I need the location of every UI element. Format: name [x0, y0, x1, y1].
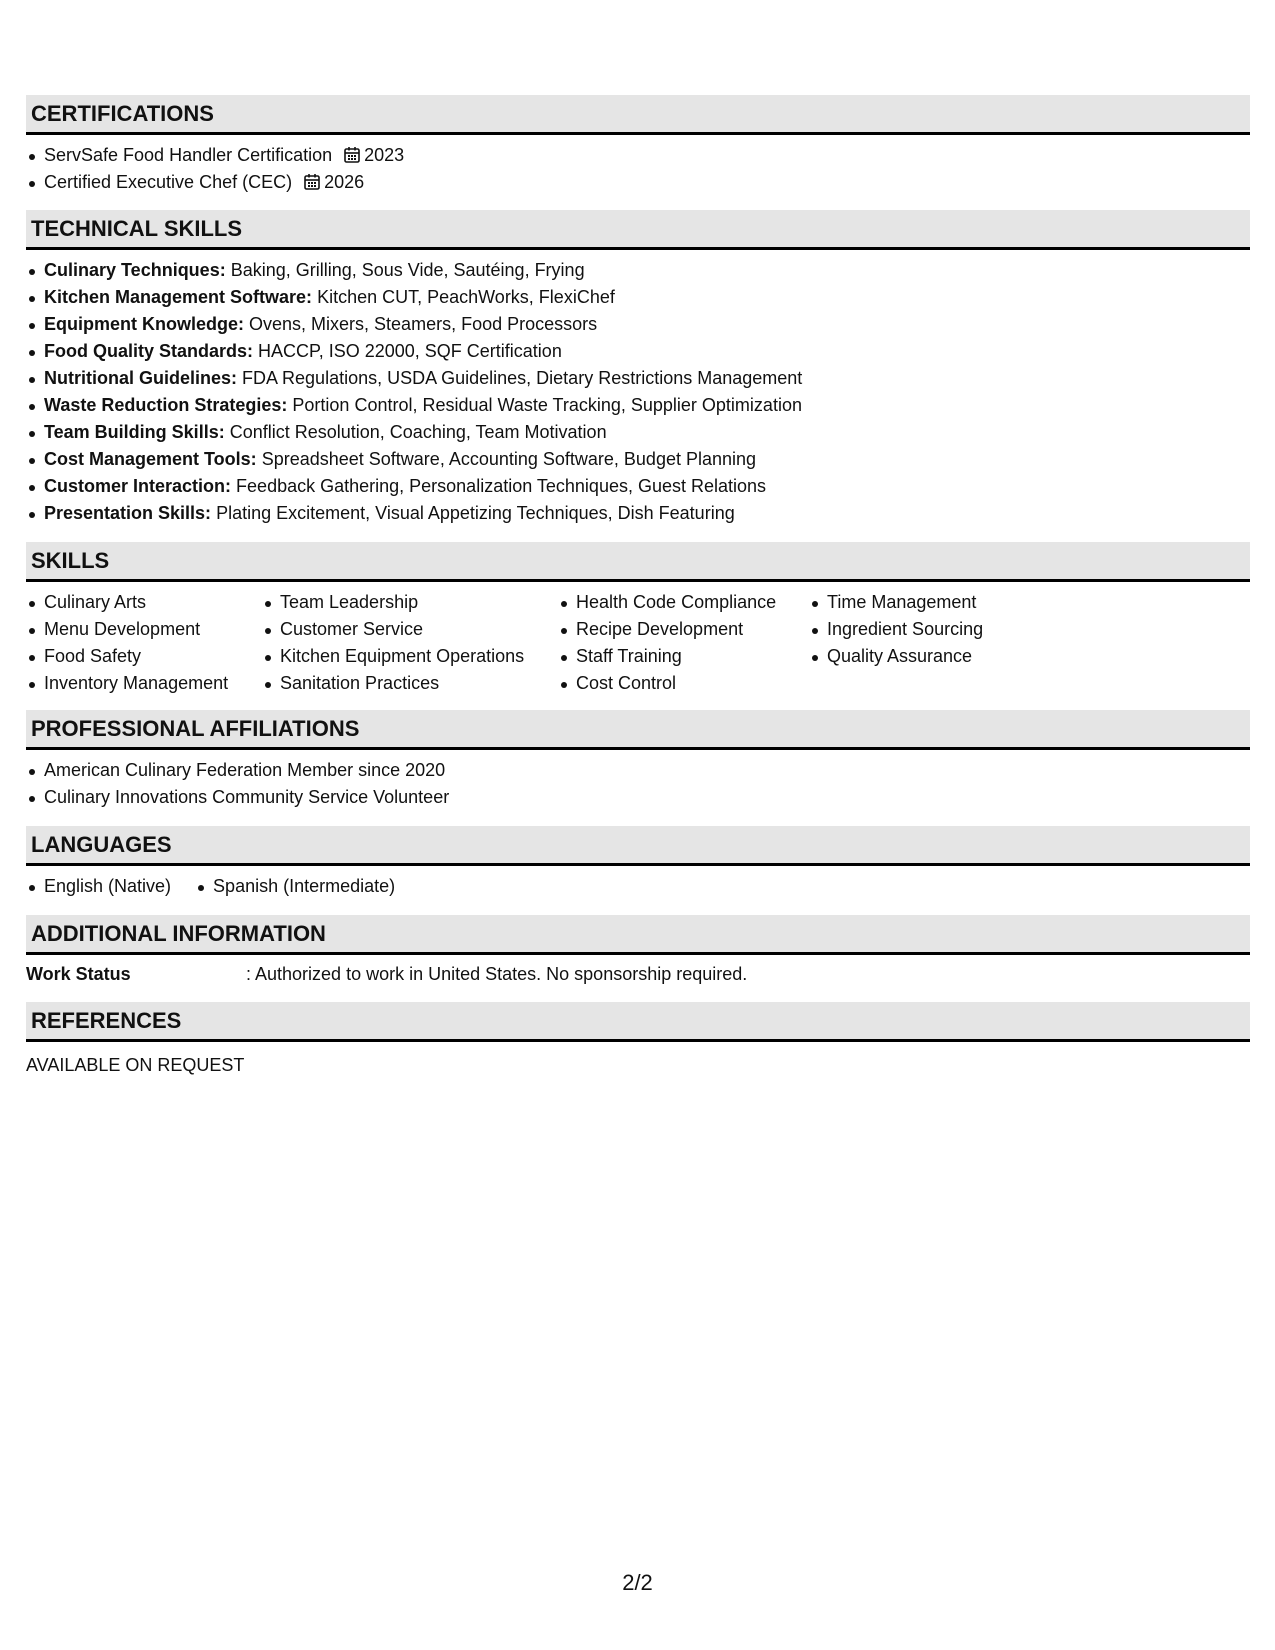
- work-status-label: Work Status: [26, 964, 131, 984]
- skill-value: HACCP, ISO 22000, SQF Certification: [258, 341, 562, 361]
- list-item: [26, 392, 1250, 419]
- skill-label: Food Quality Standards:: [44, 341, 254, 361]
- skill-label: Waste Reduction Strategies:: [44, 395, 288, 415]
- list-item: [26, 338, 1250, 365]
- certification-name: Certified Executive Chef (CEC): [44, 172, 293, 192]
- section-header-additional-information: ADDITIONAL INFORMATION: [26, 915, 1250, 955]
- page-number: 2/2: [622, 1570, 653, 1595]
- references-text: AVAILABLE ON REQUEST: [26, 1055, 245, 1075]
- list-item: Quality Assurance: [809, 643, 1039, 670]
- list-item: Ingredient Sourcing: [809, 616, 1039, 643]
- work-status-row: [26, 955, 1250, 1002]
- list-item: [26, 365, 1250, 392]
- list-item: Time Management: [809, 589, 1039, 616]
- skill-value: FDA Regulations, USDA Guidelines, Dietary Restrictions Management: [242, 368, 803, 388]
- skill-label: Presentation Skills:: [44, 503, 212, 523]
- section-header-languages: LANGUAGES: [26, 826, 1250, 866]
- list-item: Culinary Innovations Community Service Volunteer: [26, 784, 1250, 811]
- list-item: Spanish (Intermediate): [195, 873, 395, 900]
- list-item: [26, 169, 1250, 196]
- list-item: Food Safety: [26, 643, 244, 670]
- list-item: Sanitation Practices: [262, 670, 542, 697]
- section-header-references: REFERENCES: [26, 1002, 1250, 1042]
- skill-label: Cost Management Tools:: [44, 449, 257, 469]
- skills-column-1: [26, 589, 244, 697]
- list-item: Recipe Development: [558, 616, 793, 643]
- list-item: American Culinary Federation Member since 2020: [26, 757, 1250, 784]
- skill-label: Kitchen Management Software:: [44, 287, 313, 307]
- skill-label: Equipment Knowledge:: [44, 314, 244, 334]
- certification-name: ServSafe Food Handler Certification: [44, 145, 333, 165]
- section-header-technical-skills: TECHNICAL SKILLS: [26, 210, 1250, 250]
- section-header-skills: SKILLS: [26, 542, 1250, 582]
- skill-label: Customer Interaction:: [44, 476, 232, 496]
- skill-value: Baking, Grilling, Sous Vide, Sautéing, Frying: [230, 260, 585, 280]
- skills-column-4: [809, 589, 1039, 697]
- certification-year: 2026: [324, 172, 365, 192]
- calendar-icon: [304, 173, 320, 190]
- affiliations-list: [26, 757, 1250, 811]
- list-item: Inventory Management: [26, 670, 244, 697]
- skill-value: Conflict Resolution, Coaching, Team Motivation: [229, 422, 607, 442]
- list-item: Customer Service: [262, 616, 542, 643]
- list-item: Team Leadership: [262, 589, 542, 616]
- skill-label: Culinary Techniques:: [44, 260, 226, 280]
- skill-value: Portion Control, Residual Waste Tracking, Supplier Optimization: [292, 395, 802, 415]
- list-item: [26, 446, 1250, 473]
- list-item: Kitchen Equipment Operations: [262, 643, 542, 670]
- calendar-icon: [344, 146, 360, 163]
- certification-year: 2023: [364, 145, 405, 165]
- skills-column-2: [262, 589, 542, 697]
- list-item: Staff Training: [558, 643, 793, 670]
- list-item: Menu Development: [26, 616, 244, 643]
- section-header-certifications: CERTIFICATIONS: [26, 95, 1250, 135]
- skills-column-3: [558, 589, 793, 697]
- list-item: [26, 257, 1250, 284]
- skill-value: Ovens, Mixers, Steamers, Food Processors: [249, 314, 598, 334]
- list-item: [26, 142, 1250, 169]
- list-item: Cost Control: [558, 670, 793, 697]
- resume-page: [26, 95, 1250, 1079]
- skill-value: Plating Excitement, Visual Appetizing Techniques, Dish Featuring: [216, 503, 735, 523]
- certifications-list: [26, 142, 1250, 196]
- technical-skills-list: [26, 257, 1250, 527]
- list-item: [26, 473, 1250, 500]
- list-item: [26, 500, 1250, 527]
- list-item: Health Code Compliance: [558, 589, 793, 616]
- list-item: [26, 284, 1250, 311]
- section-header-affiliations: PROFESSIONAL AFFILIATIONS: [26, 710, 1250, 750]
- skill-value: Kitchen CUT, PeachWorks, FlexiChef: [317, 287, 615, 307]
- skill-label: Team Building Skills:: [44, 422, 225, 442]
- list-item: [26, 419, 1250, 446]
- list-item: English (Native): [26, 873, 171, 900]
- list-item: [26, 311, 1250, 338]
- list-item: Culinary Arts: [26, 589, 244, 616]
- languages-list: [26, 873, 1250, 900]
- skills-columns: [26, 582, 1250, 710]
- skill-value: Spreadsheet Software, Accounting Software, Budget Planning: [261, 449, 757, 469]
- work-status-value: : Authorized to work in United States. No sponsorship required.: [246, 964, 748, 984]
- skill-label: Nutritional Guidelines:: [44, 368, 238, 388]
- skill-value: Feedback Gathering, Personalization Techniques, Guest Relations: [236, 476, 767, 496]
